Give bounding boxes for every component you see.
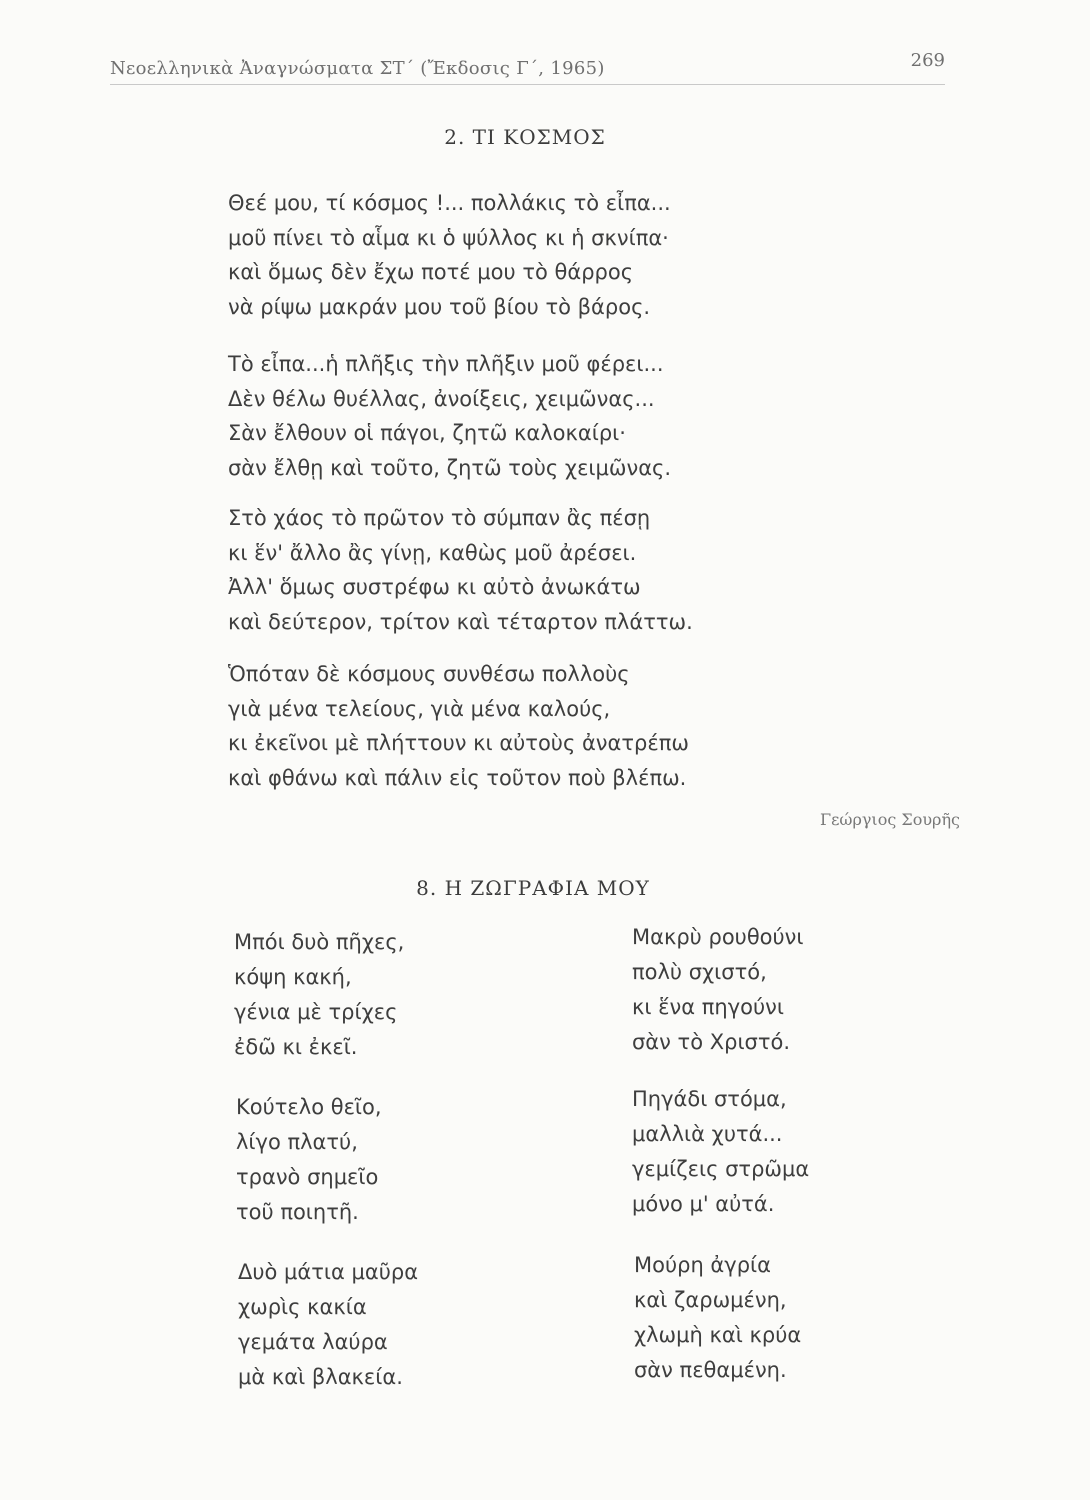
poem-line: Θεέ μου, τί κόσμος !... πολλάκις τὸ εἶπα... [228,191,671,215]
poem1-stanza-2 [228,347,848,485]
poem-line: χωρὶς κακία [238,1295,367,1319]
poem-line: Μακρὺ ρουθούνι [632,925,804,949]
poem-line: Πηγάδι στόμα, [632,1087,787,1111]
poem-line: Τὸ εἶπα...ἡ πλῆξις τὴν πλῆξιν μοῦ φέρει... [228,352,664,376]
poem-line: σὰν ἔλθῃ καὶ τοῦτο, ζητῶ τοὺς χειμῶνας. [228,455,672,480]
poem-line: μαλλιὰ χυτά... [632,1122,783,1146]
poem2-right-stanza-1 [632,920,962,1060]
poem-line: γιὰ μένα τελείους, γιὰ μένα καλούς, [228,696,611,721]
poem-line: κι ἕν' ἄλλο ἂς γίνῃ, καθὼς μοῦ ἀρέσει. [228,540,637,565]
poem-line: καὶ φθάνω καὶ πάλιν εἰς τοῦτον ποὺ βλέπω. [228,765,687,790]
poem-line: καὶ ζαρωμένη, [634,1288,787,1312]
poem-line: Σὰν ἔλθουν οἱ πάγοι, ζητῶ καλοκαίρι· [228,421,626,445]
poem1-author: Γεώργιος Σουρῆς [820,810,960,829]
poem-line: λίγο πλατύ, [236,1130,358,1154]
poem-line: μὰ καὶ βλακεία. [238,1365,403,1389]
poem-line: καὶ δεύτερον, τρίτον καὶ τέταρτον πλάττω. [228,609,693,634]
poem1-stanza-1 [228,186,848,324]
poem1-stanza-4 [228,657,848,795]
poem-line: γένια μὲ τρίχες [234,1000,398,1024]
poem-line: Δυὸ μάτια μαῦρα [238,1260,419,1284]
poem-line: σὰν πεθαμένη. [634,1358,787,1382]
poem-line: γεμάτα λαύρα [238,1330,388,1354]
poem-line: Μπόι δυὸ πῆχες, [234,930,405,954]
poem-line: Μούρη ἀγρία [634,1253,771,1277]
poem-line: Ὁπόταν δὲ κόσμους συνθέσω πολλοὺς [228,662,630,686]
poem2-left-stanza-2 [236,1090,566,1230]
running-head: Νεοελληνικὰ Ἀναγνώσματα ΣΤ΄ (Ἔκδοσις Γ΄, 1965) [110,58,605,79]
poem2-title: 8. Η ΖΩΓΡΑΦΙΑ ΜΟΥ [416,876,650,900]
poem2-right-stanza-2 [632,1082,962,1222]
page-number: 269 [910,50,945,71]
poem-line: Δὲν θέλω θυέλλας, ἀνοίξεις, χειμῶνας... [228,386,655,411]
poem-line: Κούτελο θεῖο, [236,1095,382,1119]
poem-line: Ἀλλ' ὅμως συστρέφω κι αὐτὸ ἀνωκάτω [228,575,641,599]
poem2-left-stanza-1 [234,925,564,1065]
poem-line: κι ἐκεῖνοι μὲ πλήττουν κι αὐτοὺς ἀνατρέπω [228,731,689,755]
poem-line: γεμίζεις στρῶμα [632,1157,810,1181]
poem1-stanza-3 [228,501,848,639]
poem2-right-stanza-3 [634,1248,964,1388]
poem-line: σὰν τὸ Χριστό. [632,1030,791,1054]
poem-line: Στὸ χάος τὸ πρῶτον τὸ σύμπαν ἂς πέσῃ [228,506,651,530]
poem-line: χλωμὴ καὶ κρύα [634,1323,802,1347]
poem-line: νὰ ρίψω μακράν μου τοῦ βίου τὸ βάρος. [228,294,651,319]
poem-line: κόψη κακή, [234,965,352,989]
poem-line: καὶ ὅμως δὲν ἔχω ποτέ μου τὸ θάρρος [228,260,634,284]
page-header [110,48,945,85]
poem-line: τρανὸ σημεῖο [236,1165,379,1189]
poem-line: μοῦ πίνει τὸ αἷμα κι ὁ ψύλλος κι ἡ σκνίπα· [228,225,669,250]
poem2-left-stanza-3 [238,1255,568,1395]
poem-line: κι ἕνα πηγούνι [632,995,784,1019]
poem-line: πολὺ σχιστό, [632,960,767,984]
poem-line: ἐδῶ κι ἐκεῖ. [234,1035,358,1059]
poem-line: μόνο μ' αὐτά. [632,1192,775,1216]
poem1-title: 2. ΤΙ ΚΟΣΜΟΣ [444,125,606,149]
poem-line: τοῦ ποιητῆ. [236,1200,359,1224]
